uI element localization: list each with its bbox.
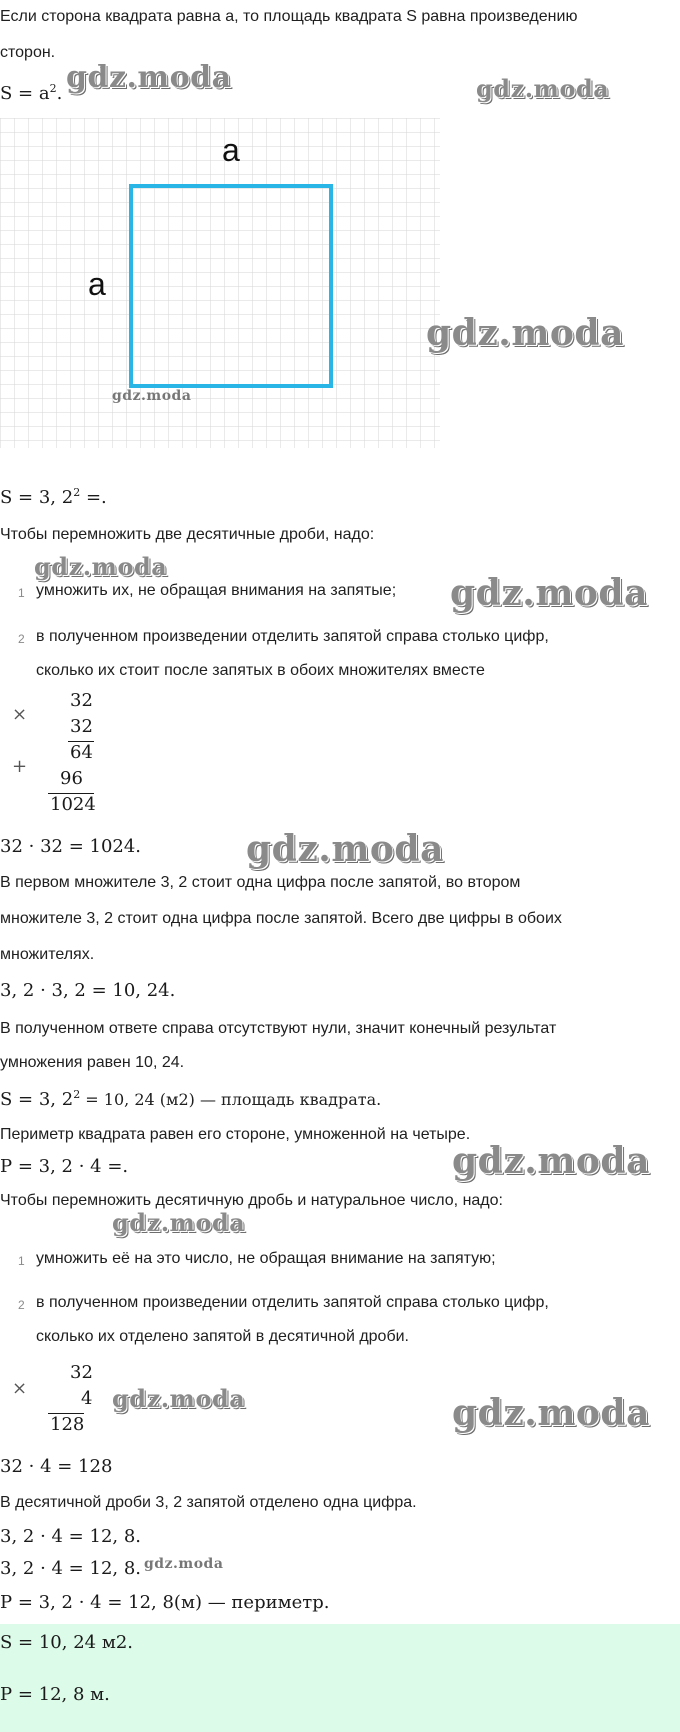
area-final [0, 1088, 381, 1110]
step-text: умножить её на это число, не обращая внимание на запятую; [36, 1250, 496, 1267]
times-sign: × [12, 704, 28, 725]
area-expr-base: S = 3, 2 [0, 487, 74, 508]
factor-b: 32 [70, 716, 93, 737]
area-final-base: S = 3, 2 [0, 1089, 74, 1110]
one-digit-line: В десятичной дроби 3, 2 запятой отделено одна цифра. [0, 1494, 417, 1511]
step-text: умножить их, не обращая внимания на запятые; [36, 582, 397, 599]
perimeter-final: P = 3, 2 · 4 = 12, 8(м) — периметр. [0, 1592, 330, 1613]
step-number: 1 [18, 1254, 25, 1268]
watermark: gdz.moda [34, 552, 168, 581]
watermark: gdz.moda [112, 1384, 246, 1413]
zero-line-1: В полученном ответе справа отсутствуют нули, значит конечный результат [0, 1020, 557, 1037]
grid-background [0, 118, 440, 448]
factor-a: 32 [70, 690, 93, 711]
watermark: gdz.moda [144, 1556, 224, 1572]
watermark: gdz.moda [112, 1208, 246, 1237]
step-text-cont: сколько их стоит после запятых в обоих множителях вместе [36, 662, 485, 679]
plus-sign: + [12, 756, 28, 777]
perimeter-rule-intro: Чтобы перемножить десятичную дробь и натуральное число, надо: [0, 1192, 503, 1209]
factor-a: 32 [70, 1362, 93, 1383]
intro-line-2: сторон. [0, 44, 56, 61]
watermark: gdz.moda [452, 1140, 650, 1182]
explanation-line: множителях. [0, 946, 95, 963]
step-number: 2 [18, 632, 25, 646]
step-text: в полученном произведении отделить запятой справа столько цифр, [36, 1294, 549, 1311]
square-figure [0, 118, 440, 448]
explanation-line: В первом множителе 3, 2 стоит одна цифра после запятой, во втором [0, 874, 521, 891]
area-final-exponent: 2 [73, 1088, 81, 1101]
step-number: 1 [18, 586, 25, 600]
perimeter-expression: P = 3, 2 · 4 =. [0, 1156, 129, 1177]
watermark: gdz.moda [426, 312, 624, 354]
watermark: gdz.moda [66, 60, 232, 95]
factor-b: 4 [81, 1388, 93, 1409]
side-label-top: a [222, 132, 240, 168]
step-number: 2 [18, 1298, 25, 1312]
formula-end: . [56, 83, 63, 104]
area-formula [0, 82, 62, 104]
product-line: 32 · 4 = 128 [0, 1456, 113, 1477]
area-expr-exponent: 2 [73, 486, 81, 499]
side-label-left: a [88, 266, 106, 302]
answer-area: S = 10, 24 м2. [0, 1632, 134, 1653]
watermark: gdz.moda [112, 388, 192, 404]
area-expression [0, 486, 107, 508]
column-result: 128 [50, 1414, 85, 1435]
partial-product-1: 64 [70, 742, 93, 763]
formula-exponent: 2 [49, 82, 57, 95]
step-text: в полученном произведении отделить запятой справа столько цифр, [36, 628, 549, 645]
area-expr-end: =. [80, 487, 107, 508]
watermark: gdz.moda [450, 572, 648, 614]
product-line: 32 · 32 = 1024. [0, 836, 142, 857]
area-final-rest: = 10, 24 (м2) — площадь квадрата. [80, 1090, 382, 1109]
answer-perimeter: P = 12, 8 м. [0, 1684, 110, 1705]
zero-line-2: умножения равен 10, 24. [0, 1054, 185, 1071]
times-sign: × [12, 1378, 28, 1399]
perimeter-intro: Периметр квадрата равен его стороне, умноженной на четыре. [0, 1126, 471, 1143]
explanation-line: множителе 3, 2 стоит одна цифра после запятой. Всего две цифры в обоих [0, 910, 562, 927]
watermark: gdz.moda [452, 1392, 650, 1434]
decimal-result: 3, 2 · 3, 2 = 10, 24. [0, 980, 176, 1001]
step-text-cont: сколько их отделено запятой в десятичной дроби. [36, 1328, 409, 1345]
perimeter-result-2: 3, 2 · 4 = 12, 8. [0, 1558, 142, 1579]
perimeter-result-1: 3, 2 · 4 = 12, 8. [0, 1526, 142, 1547]
column-result: 1024 [50, 794, 96, 815]
partial-product-2: 96 [60, 768, 83, 789]
watermark: gdz.moda [246, 828, 444, 870]
watermark: gdz.moda [476, 74, 610, 103]
answer-box [0, 1624, 680, 1732]
formula-base: S = a [0, 83, 50, 104]
grid-drawing [0, 118, 440, 448]
intro-line-1: Если сторона квадрата равна a, то площадь квадрата S равна произведению [0, 8, 578, 25]
area-rule-intro: Чтобы перемножить две десятичные дроби, надо: [0, 526, 375, 543]
